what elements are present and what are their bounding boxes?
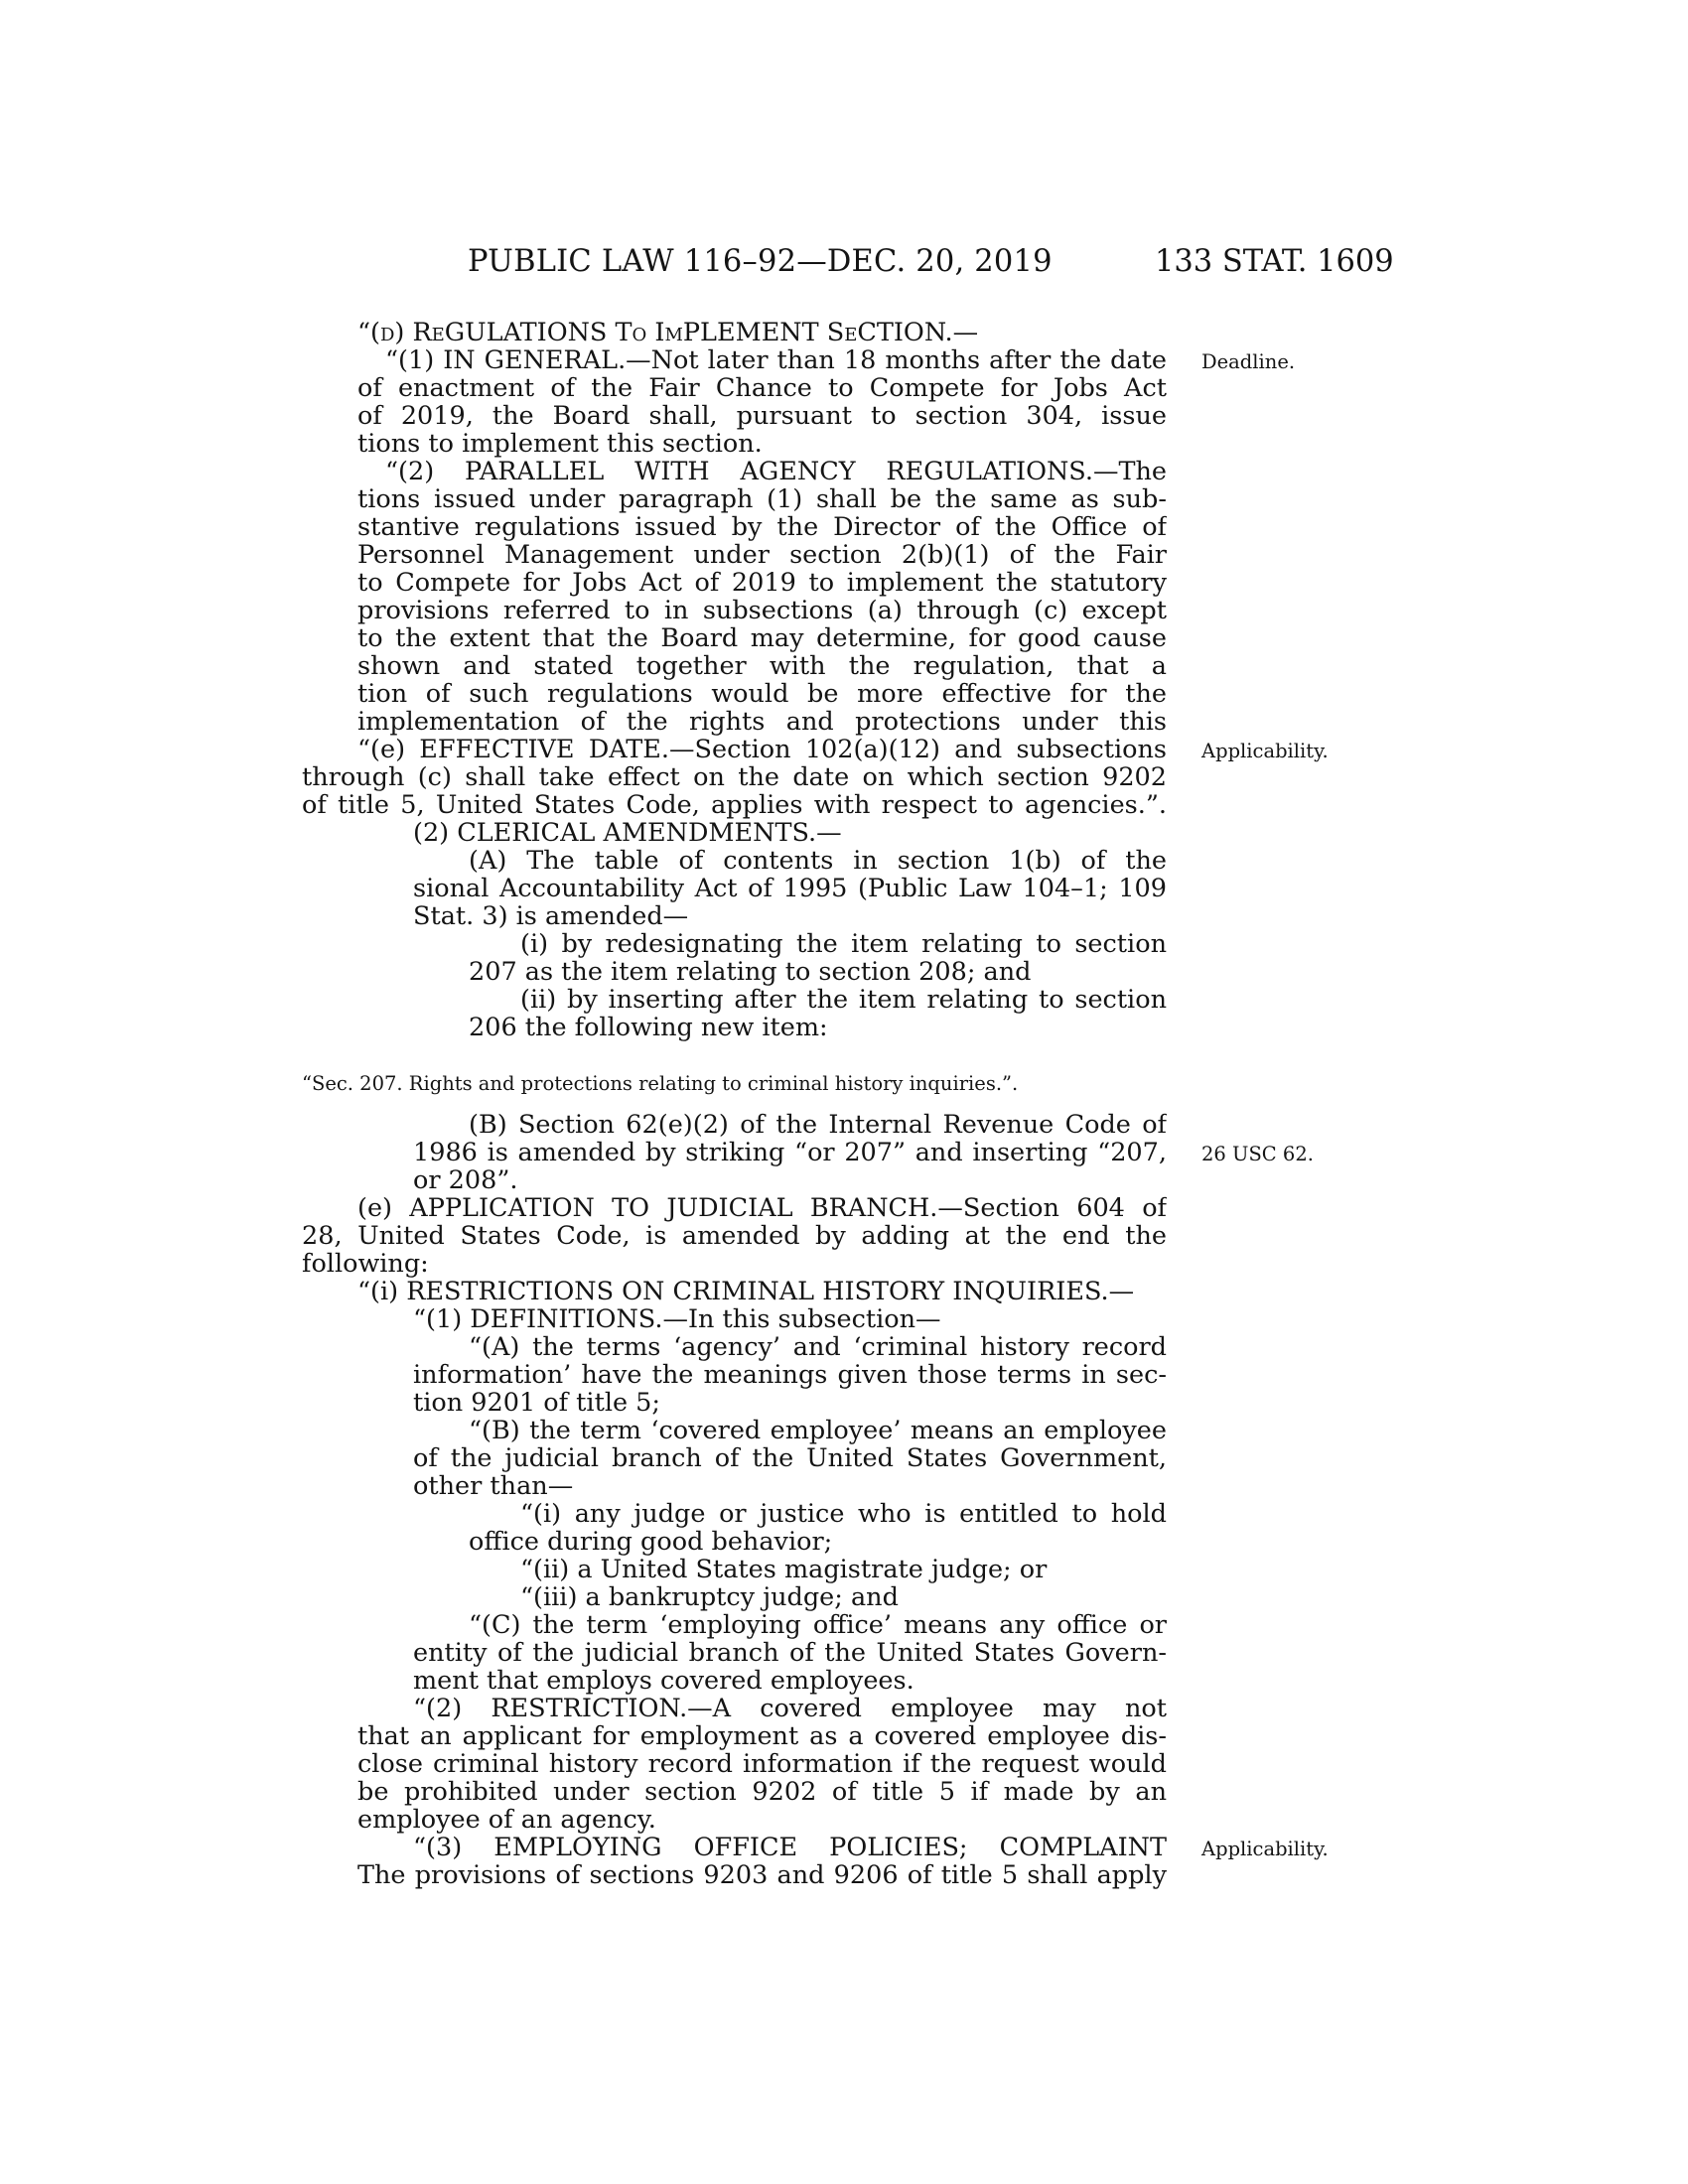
text-line: 207 as the item relating to section 208; and <box>469 957 1032 987</box>
text-line: “(iii) a bankruptcy judge; and <box>520 1582 899 1612</box>
text-line: tion of such regulations would be more effective for the <box>357 679 1167 709</box>
text-line: The provisions of sections 9203 and 9206 of title 5 shall apply <box>357 1860 1167 1890</box>
text-line: “(i) any judge or justice who is entitled to hold <box>520 1499 1167 1529</box>
text-line: “(3) EMPLOYING OFFICE POLICIES; COMPLAINT <box>413 1833 1167 1862</box>
text-line: sional Accountability Act of 1995 (Public Law 104–1; 109 <box>413 874 1167 903</box>
page-header <box>0 244 1688 284</box>
text-line: employee of an agency. <box>357 1805 656 1835</box>
text-line: “(A) the terms ‘agency’ and ‘criminal history record <box>469 1332 1167 1362</box>
text-line: of 2019, the Board shall, pursuant to section 304, issue <box>357 401 1167 431</box>
public-law-header: PUBLIC LAW 116–92—DEC. 20, 2019 <box>468 244 1053 279</box>
text-line: “(e) EFFECTIVE DATE.—Section 102(a)(12) and subsections <box>357 735 1167 764</box>
text-line: through (c) shall take effect on the date on which section 9202 <box>302 762 1167 792</box>
text-line: (2) CLERICAL AMENDMENTS.— <box>413 818 842 848</box>
margin-note-usc: 26 USC 62. <box>1201 1143 1314 1165</box>
text-line: of the judicial branch of the United States Government, <box>413 1443 1167 1473</box>
text-line: “(2) RESTRICTION.—A covered employee may not <box>413 1694 1167 1723</box>
text-line: “(2) PARALLEL WITH AGENCY REGULATIONS.—The <box>385 457 1167 486</box>
text-line: ment that employs covered employees. <box>413 1666 914 1696</box>
text-line: be prohibited under section 9202 of title 5 if made by an <box>357 1777 1167 1807</box>
text-line: 28, United States Code, is amended by adding at the end the <box>302 1221 1167 1251</box>
text-line: Stat. 3) is amended— <box>413 901 689 931</box>
text-line: “(i) RESTRICTIONS ON CRIMINAL HISTORY INQUIRIES.— <box>357 1277 1135 1306</box>
text-line: of title 5, United States Code, applies with respect to agencies.”. <box>302 790 1167 820</box>
text-line: (e) APPLICATION TO JUDICIAL BRANCH.—Section 604 of <box>357 1193 1167 1223</box>
text-line: tion 9201 of title 5; <box>413 1388 660 1418</box>
text-line: shown and stated together with the regulation, that a <box>357 651 1167 681</box>
text-line: “(C) the term ‘employing office’ means any office or <box>469 1610 1167 1640</box>
text-line: 206 the following new item: <box>469 1013 828 1042</box>
text-line: implementation of the rights and protections under this <box>357 707 1167 737</box>
text-line: close criminal history record information if the request would <box>357 1749 1167 1779</box>
toc-item: “Sec. 207. Rights and protections relating to criminal history inquiries.”. <box>302 1072 1019 1095</box>
margin-note-applicability: Applicability. <box>1201 1838 1329 1860</box>
text-line: tions issued under paragraph (1) shall be the same as sub- <box>357 484 1167 514</box>
text-line: (i) by redesignating the item relating to section <box>520 929 1167 959</box>
text-line: “(1) DEFINITIONS.—In this subsection— <box>413 1304 941 1334</box>
text-line: to the extent that the Board may determine, for good cause <box>357 623 1167 653</box>
text-line: tions to implement this section. <box>357 429 763 459</box>
text-line: to Compete for Jobs Act of 2019 to implement the statutory <box>357 568 1167 598</box>
text-line: “(B) the term ‘covered employee’ means an employee <box>469 1416 1167 1445</box>
text-line: stantive regulations issued by the Director of the Office of <box>357 512 1167 542</box>
text-line: that an applicant for employment as a covered employee dis- <box>357 1721 1167 1751</box>
statute-page-number: 133 STAT. 1609 <box>1155 244 1394 279</box>
text-line: of enactment of the Fair Chance to Compete for Jobs Act <box>357 373 1167 403</box>
text-line: entity of the judicial branch of the United States Govern- <box>413 1638 1167 1668</box>
text-line: “(d) ReGULATIONS To ImPLEMENT SeCTION.— <box>357 318 979 347</box>
text-line: (A) The table of contents in section 1(b) of the <box>469 846 1167 876</box>
text-line: or 208”. <box>413 1165 518 1195</box>
text-line: (B) Section 62(e)(2) of the Internal Revenue Code of <box>469 1110 1167 1140</box>
text-line: provisions referred to in subsections (a) through (c) except <box>357 596 1167 625</box>
text-line: following: <box>302 1249 429 1279</box>
margin-note-deadline: Deadline. <box>1201 350 1296 373</box>
text-line: office during good behavior; <box>469 1527 833 1557</box>
margin-note-applicability: Applicability. <box>1201 740 1329 762</box>
text-line: information’ have the meanings given those terms in sec- <box>413 1360 1167 1390</box>
text-line: Personnel Management under section 2(b)(1) of the Fair <box>357 540 1167 570</box>
text-line: “(1) IN GENERAL.—Not later than 18 months after the date <box>385 345 1167 375</box>
text-line: 1986 is amended by striking “or 207” and inserting “207, <box>413 1138 1167 1167</box>
text-line: (ii) by inserting after the item relating to section <box>520 985 1167 1015</box>
text-line: other than— <box>413 1471 574 1501</box>
text-line: “(ii) a United States magistrate judge; or <box>520 1555 1048 1584</box>
